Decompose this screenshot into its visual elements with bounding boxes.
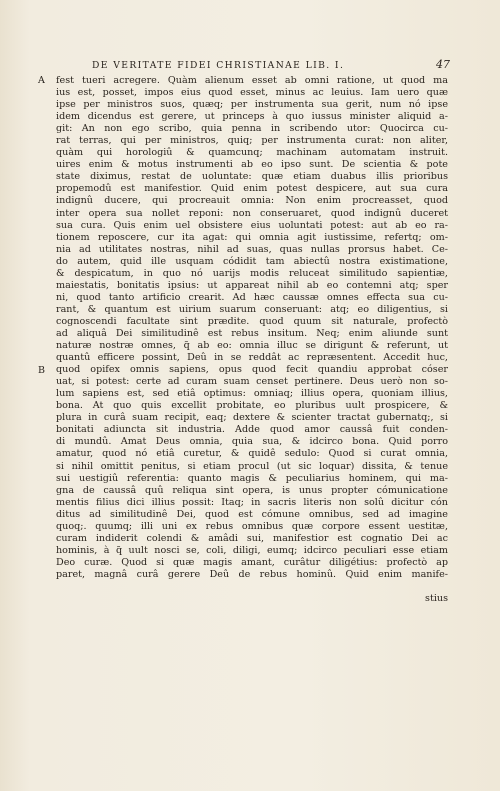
text-line: fest tueri acregere. Quàm alienum esset ab omni ratione, ut quod ma [56, 75, 448, 86]
text-line: idem dicendus est gerere, ut princeps à quo iussus minister aliquid a- [56, 111, 448, 123]
text-line: ipse per ministros suos, quæq; per instrumenta sua gerit, num nó ipse [56, 99, 448, 111]
text-line: do autem, quid ille usquam códidit tam abiectû nostra existimatione, [56, 255, 448, 267]
text-line: state diximus, restat de uoluntate: quæ etiam duabus illis prioribus [56, 171, 448, 183]
text-line: rat terras, qui per ministros, quiq; per instrumenta curat: non aliter, [56, 135, 448, 147]
text-line: quàm qui horologiû & quamcunq; machinam automatam instruit. [56, 147, 448, 159]
text-line: ius est, posset, impos eius quod esset, minus ac leuius. Iam uero quæ [56, 87, 448, 99]
running-title: DE VERITATE FIDEI CHRISTIANAE LIB. I. [92, 60, 345, 71]
text-line: mentis filius dici illius possit: Itaq; in sacris literis non solû dicitur cón [56, 496, 448, 508]
text-line: indignû ducere, qui procreauit omnia: Non enim procreasset, quod [56, 195, 448, 207]
text-line: quoq;. quumq; illi uni ex rebus omnibus quæ corpore essent uestitæ, [56, 520, 448, 532]
text-line: naturæ nostræ omnes, q̃ ab eo: omnia illuc se dirigunt & referunt, ut [56, 340, 448, 352]
text-line: quantû efficere possint, Deû in se reddât ac repræsentent. Accedit huc, [56, 352, 448, 364]
text-line: & despicatum, in quo nó uarijs modis reluceat similitudo sapientiæ, [56, 267, 448, 279]
text-line: si nihil omittit penitus, si etiam procul (ut sic loquar) dissita, & tenue [56, 460, 448, 472]
text-line: tionem reposcere, cur ita agat: qui omnia agit iustissime, refertq; om- [56, 231, 448, 243]
margin-letter-b: B [38, 365, 45, 376]
text-line: lum sapiens est, sed etiâ optimus: omniaq; illius opera, quoniam illius, [56, 388, 448, 400]
text-line: git: An non ego scribo, quia penna in scribendo utor: Quocirca cu- [56, 123, 448, 135]
text-line-final [56, 581, 448, 593]
text-line: plura in curâ suam recipit, eaq; dextere & scienter tractat gubernatq;, si [56, 412, 448, 424]
text-line: hominis, à q̃ uult nosci se, coli, diligi, eumq; idcirco peculiari esse etiam [56, 544, 448, 556]
text-line: Deo curæ. Quod si quæ magis amant, curâtur diligétius: profectò ap [56, 556, 448, 568]
text-line: ad aliquâ Dei similitudinê est rebus insitum. Neq; enim aliunde sunt [56, 327, 448, 339]
text-line: propemodû est manifestior. Quid enim potest despicere, aut sua cura [56, 183, 448, 195]
text-line: paret, magnâ curâ gerere Deû de rebus hominû. Quid enim manife- [56, 568, 448, 580]
text-line: bonitati adiuncta sit industria. Adde quod amor caussâ fuit conden- [56, 424, 448, 436]
text-line: curam indiderit colendi & amâdi sui, manifestior est cognatio Dei ac [56, 532, 448, 544]
text-line: maiestatis, bonitatis ipsius: ut appareat nihil ab eo contemni atq; sper [56, 279, 448, 291]
text-line: rant, & quantum est uirium suarum conseruant: atq; eo diligentius, si [56, 303, 448, 315]
text-line: gna de caussâ quû reliqua sint opera, is unus propter cómunicatione [56, 484, 448, 496]
text-line: cognoscendi facultate sint prædite. quod quum sit naturale, profectò [56, 315, 448, 327]
text-line: inter opera sua nollet reponi: non conseruaret, quod indignû duceret [56, 207, 448, 219]
margin-letter-a: A [38, 75, 45, 86]
text-line: uires enim & motus instrumenti ab eo ipso sunt. De scientia & pote [56, 159, 448, 171]
catchword: stius [425, 593, 448, 605]
text-line: ni, quod tanto artificio crearit. Ad hæc caussæ omnes effecta sua cu- [56, 291, 448, 303]
text-line: sua cura. Quis enim uel obsistere eius uoluntati potest: aut ab eo ra- [56, 219, 448, 231]
page-number: 47 [436, 58, 450, 71]
text-line: uat, si potest: certe ad curam suam censet pertinere. Deus uerò non so- [56, 376, 448, 388]
body-text [56, 75, 448, 605]
text-line: bona. At quo quis excellit probitate, eo pluribus uult prospicere, & [56, 400, 448, 412]
text-line: sui uestigiû referentia: quanto magis & peculiarius hominem, qui ma- [56, 472, 448, 484]
text-line: ditus ad similitudinê Dei, quod est cómune omnibus, sed ad imagine [56, 508, 448, 520]
text-line: di mundû. Amat Deus omnia, quia sua, & idcirco bona. Quid porro [56, 436, 448, 448]
text-line: nia ad utilitates nostras, nihil ad suas, quas nullas prorsus habet. Ce- [56, 243, 448, 255]
text-line: quod opifex omnis sapiens, opus quod fecit quandiu approbat cóser [56, 364, 448, 376]
text-line: amatur, quod nó etiâ curetur, & quidê sedulo: Quod si curat omnia, [56, 448, 448, 460]
